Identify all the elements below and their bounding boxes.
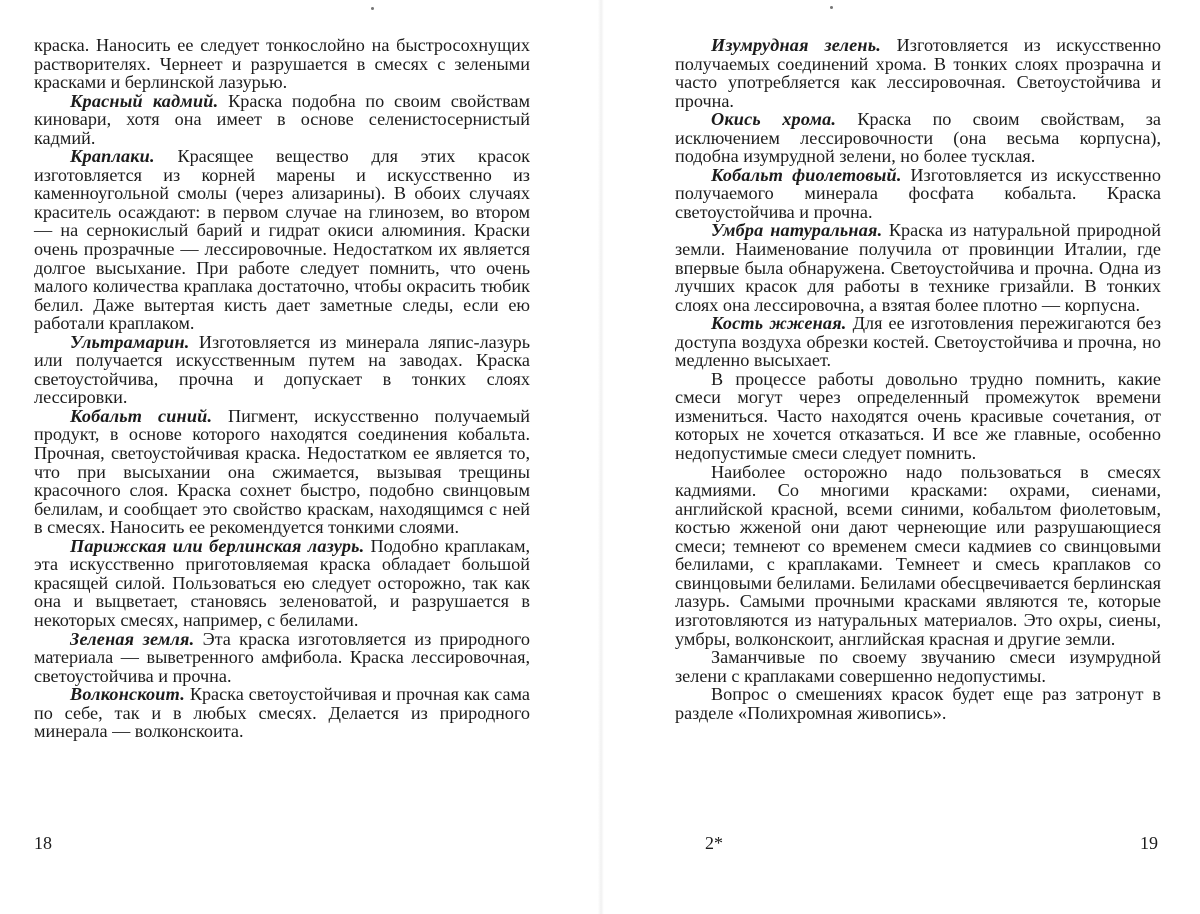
print-speck (830, 6, 833, 9)
pigment-description: Краска светоустойчивая и прочная как сама по себе, так и в любых смесях. Делается из природного минерала — волконскоита. (34, 684, 530, 742)
pigment-description: Краска из натуральной природной земли. Наименование получила от провинции Италии, где впервые была обнаружена. Светоустойчива и прочна. Одна из лучших красок для работы в технике гризайли. В тонких слоях она лессировочна, а взятая более плотно — корпусна. (675, 220, 1162, 315)
pigment-name: Волконскоит. (70, 684, 185, 705)
paragraph-text: краска. Наносить ее следует тонкослойно на быстросохнущих растворителях. Чернеет и разрушается в смесях с зелеными красками и берлинской лазурью. (34, 35, 530, 93)
page-number: 19 (1140, 833, 1158, 853)
paragraph (675, 648, 1161, 685)
pigment-name: Умбра натуральная. (711, 220, 883, 241)
pigment-entry (675, 314, 1161, 370)
pigment-name: Парижская или берлинская лазурь. (70, 535, 365, 556)
pigment-description: Краска по своим свойствам, за исключением лессировочности (она весьма корпусна), подобна изумрудной зелени, но более тусклая. (675, 109, 1161, 167)
paragraph (675, 685, 1161, 722)
pigment-description: Изготовляется из искусственно получаемого минерала фосфата кобальта. Краска светоустойчива и прочна. (675, 164, 1161, 222)
page-number: 18 (34, 833, 52, 853)
pigment-entry (34, 630, 530, 686)
pigment-name: Кость жженая. (711, 313, 847, 334)
pigment-entry (675, 221, 1161, 314)
paragraph-text: Вопрос о смешениях красок будет еще раз затронут в разделе «Полихромная живопись». (675, 684, 1161, 723)
pigment-name: Краплаки. (70, 146, 155, 167)
right-page (600, 0, 1200, 914)
pigment-entry (34, 147, 530, 332)
pigment-entry (675, 110, 1161, 166)
paragraph-text: В процессе работы довольно трудно помнить, какие смеси могут через определенный промежуток времени измениться. Часто находятся очень красивые сочетания, от которых не хочется отказаться. И все же главные, особенно недопустимые смеси следует помнить. (675, 368, 1161, 464)
pigment-name: Изумрудная зелень. (711, 35, 881, 55)
paragraph-text: Заманчивые по своему звучанию смеси изумрудной зелени с краплаками совершенно недопустимы. (675, 647, 1161, 686)
pigment-description: Красящее вещество для этих красок изготовляется из корней марены и искусственно из каменноугольной смолы (через ализарины). В обоих случаях краситель осаждают: в первом случае на глинозем, во втором — на сернокислый барий и гидрат окиси алюминия. Краски очень прозрачные — лессировочные. Недостатком их является долгое высыхание. При работе следует помнить, что очень малого количества краплака достаточно, чтобы окрасить тюбик белил. Даже вытертая кисть дает заметные следы, если ею работали краплаком. (34, 146, 531, 334)
signature-mark: 2* (705, 833, 723, 853)
pigment-name: Красный кадмий. (70, 90, 219, 111)
pigment-description: Изготовляется из искусственно получаемых соединений хрома. В тонких слоях прозрачна и часто употребляется как лессировочная. Светоустойчива и прочна. (675, 35, 1161, 111)
pigment-description: Для ее изготовления пережигаются без доступа воздуха обрезки костей. Светоустойчива и прочна, но медленно высыхает. (675, 313, 1162, 371)
pigment-entry (675, 36, 1161, 110)
pigment-entry (34, 407, 530, 537)
paragraph (675, 370, 1161, 463)
pigment-entry (675, 166, 1161, 222)
pigment-name: Зеленая земля. (70, 628, 195, 649)
print-speck (371, 7, 374, 10)
paragraph-text: Наиболее осторожно надо пользоваться в смесях кадмиями. Со многими красками: охрами, сиенами, английской красной, всеми синими, кобальтом фиолетовым, костью жженой они дают чернеющие или разрушающиеся смеси; темнеют со временем смеси кадмиев со свинцовыми белилами, с краплаками. Темнеет и смесь краплаков со свинцовыми белилами. Белилами обесцвечивается берлинская лазурь. Самыми прочными красками являются те, которые изготовляются из натуральных материалов. Это охры, сиены, умбры, волконскоит, английская красная и другие земли. (675, 461, 1161, 649)
right-page-text (675, 36, 1161, 722)
pigment-name: Кобальт синий. (70, 405, 213, 426)
pigment-description: Подобно краплакам, эта искусственно приготовляемая краска обладает большой красящей силой. Пользоваться ею следует осторожно, так как она и выцветает, становясь зеленоватой, и разрушается в некоторых смесях, например, с белилами. (34, 535, 531, 630)
pigment-description: Пигмент, искусственно получаемый продукт, в основе которого находятся соединения кобальта. Прочная, светоустойчивая краска. Недостатком ее является то, что при высыхании она сжимается, вызывая трещины красочного слоя. Краска сохнет быстро, подобно свинцовым белилам, и сообщает это свойство краскам, находящимся с ней в смесях. Наносить ее рекомендуется тонкими слоями. (34, 405, 531, 538)
paragraph (34, 36, 530, 92)
pigment-entry (34, 537, 530, 630)
pigment-description: Эта краска изготовляется из природного материала — выветренного амфибола. Краска лессировочная, светоустойчива и прочна. (34, 628, 530, 686)
pigment-description: Изготовляется из минерала ляпис-лазурь или получается искусственным путем на заводах. Краска светоустойчива, прочна и допускает в тонких слоях лессировки. (34, 331, 530, 408)
paragraph (675, 463, 1161, 648)
pigment-name: Ультрамарин. (70, 331, 190, 352)
pigment-entry (34, 92, 530, 148)
pigment-name: Кобальт фиолетовый. (711, 164, 902, 185)
left-page-text (34, 36, 530, 741)
pigment-entry (34, 685, 530, 741)
pigment-name: Окись хрома. (711, 109, 837, 130)
pigment-description: Краска подобна по своим свойствам киновари, хотя она имеет в основе селенистосернистый кадмий. (34, 90, 531, 148)
pigment-entry (34, 333, 530, 407)
